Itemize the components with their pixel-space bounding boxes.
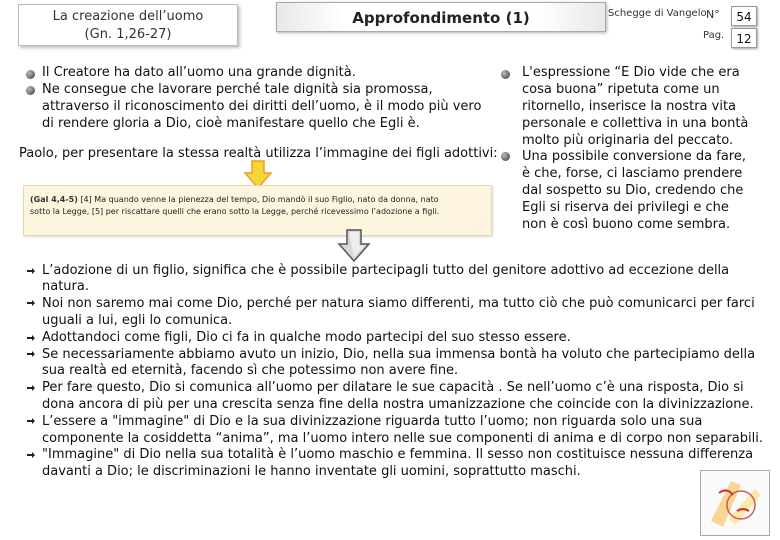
list-item-line: L’adozione di un figlio, significa che è possibile partecipagli tutto del genitore adottivo ad eccezione della <box>42 263 730 278</box>
bullet-dot-icon <box>501 152 510 161</box>
header-reference: (Gn. 1,26-27) <box>84 27 172 42</box>
right-line: è che, forse, ci lasciamo prendere <box>522 166 743 181</box>
pointing-hand-icon <box>26 298 36 308</box>
intro-line: Il Creatore ha dato all’uomo una grande dignità. <box>42 65 356 80</box>
right-line: molto più originaria del peccato. <box>522 133 734 148</box>
bullet-dot-icon <box>501 70 510 79</box>
list-item-line: Se necessariamente abbiamo avuto un inizio, Dio, nella sua immensa bontà ha voluto che partecipiamo della <box>42 347 756 362</box>
list-item-line: dona ancora di più per una crescita senza fine della nostra umanizzazione che coincide con la divinizzazione. <box>42 397 754 412</box>
series-label: Schegge di Vangelo <box>608 8 707 19</box>
header-subject: La creazione dell’uomo <box>52 9 204 24</box>
pointing-hand-icon <box>26 333 36 343</box>
quote-line: sotto la Legge, [5] per riscattare quelli che erano sotto la Legge, perché ricevessimo l’adozione a figli. <box>30 207 440 216</box>
paolo-line: Paolo, per presentare la stessa realtà utilizza l’immagine dei figli adottivi: <box>19 146 498 161</box>
right-line: Egli si riserva dei privilegi e che <box>522 200 729 215</box>
bullet-dot-icon <box>26 86 35 95</box>
right-line: personale e collettiva in una bontà <box>522 116 749 131</box>
right-line: cosa buona” ripetuta come un <box>522 82 720 97</box>
pointing-hand-icon <box>26 383 36 393</box>
pointing-hand-icon <box>26 416 36 426</box>
list-item-line: sua realtà ed eternità, facendo sì che potessimo non avere fine. <box>42 363 459 378</box>
intro-line: attraverso il riconoscimento dei diritti dell’uomo, è il modo più vero <box>42 99 482 114</box>
page-label: Pag. <box>703 30 725 41</box>
page-title: Approfondimento (1) <box>276 2 606 32</box>
intro-line: Ne consegue che lavorare perché tale dignità sia promossa, <box>42 82 433 97</box>
right-line: non è così buono come sembra. <box>522 217 731 232</box>
right-line: ritornello, inserisce la nostra vita <box>522 99 737 114</box>
intro-line: di rendere gloria a Dio, cioè manifestare quello che Egli è. <box>42 116 420 131</box>
right-line: L'espressione “E Dio vide che era <box>522 65 740 80</box>
right-line: dal sospetto su Dio, credendo che <box>522 183 744 198</box>
list-item-line: "Immagine" di Dio nella sua totalità è l’uomo maschio e femmina. Il sesso non costituisce nessuna differenza <box>42 447 754 462</box>
pointing-hand-icon <box>26 349 36 359</box>
quote-text: [4] Ma quando venne la pienezza del tempo, Dio mandò il suo Figlio, nato da donna, nato <box>80 195 439 204</box>
quote-reference: (Gal 4,4-5) <box>30 195 78 204</box>
number-label: N° <box>706 8 720 21</box>
list-item-line: Adottandoci come figli, Dio ci fa in qualche modo partecipi del suo stesso essere. <box>42 330 571 345</box>
logo-stamp-icon <box>700 470 770 536</box>
list-item-line: L’essere a "immagine" di Dio e la sua divinizzazione riguarda tutto l’uomo; non riguarda solo una sua <box>42 414 703 429</box>
quote-box <box>23 185 492 236</box>
bullet-dot-icon <box>26 70 35 79</box>
down-arrow-icon <box>337 229 371 263</box>
list-item-line: Noi non saremo mai come Dio, perché per natura siamo differenti, ma tutto ciò che può comunicarci per farci <box>42 296 755 311</box>
list-item-line: componente la cosiddetta “anima”, ma l’uomo intero nelle sue componenti di anima e di corpo non separabili. <box>42 431 763 446</box>
list-item-line: uguali a lui, egli lo comunica. <box>42 313 233 328</box>
quote-line <box>30 194 483 206</box>
pointing-hand-icon <box>26 450 36 460</box>
pointing-hand-icon <box>26 266 36 276</box>
header-subject-box <box>18 4 238 46</box>
list-item-line: natura. <box>42 279 89 294</box>
right-line: Una possibile conversione da fare, <box>522 149 746 164</box>
list-item-line: Per fare questo, Dio si comunica all’uomo per dilatare le sue capacità . Se nell’uomo c’è una risposta, Dio si <box>42 380 744 395</box>
page-number: 12 <box>731 28 757 48</box>
number-value: 54 <box>731 6 757 26</box>
list-item-line: davanti a Dio; le discriminazioni le hanno inventate gli uomini, soprattutto maschi. <box>42 464 581 479</box>
